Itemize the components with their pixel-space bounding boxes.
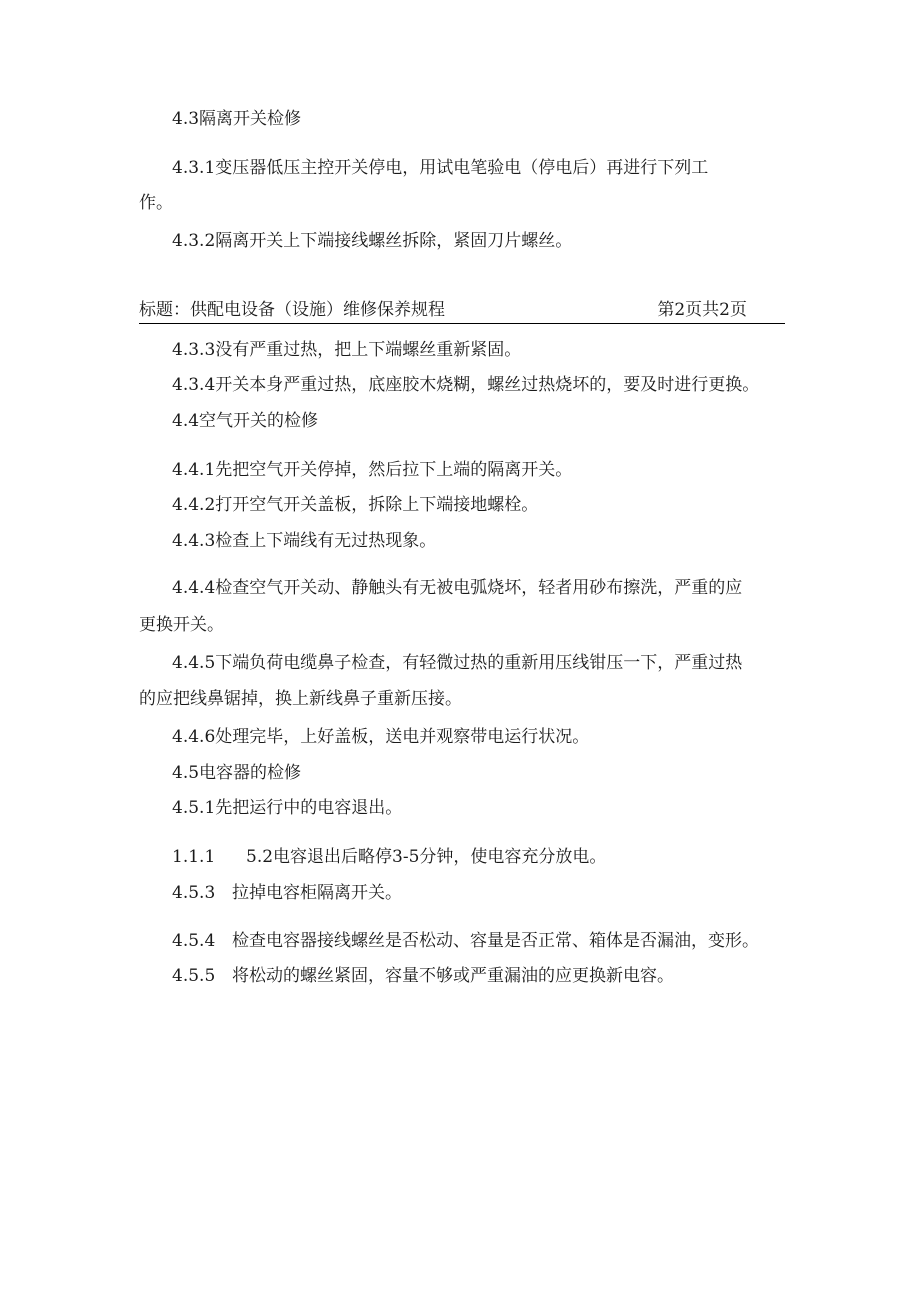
list-item-text: 5.2电容退出后略停3-5分钟，使电容充分放电。 bbox=[246, 847, 607, 867]
list-item-text: 将松动的螺丝紧固，容量不够或严重漏油的应更换新电容。 bbox=[232, 966, 674, 986]
page-header bbox=[139, 299, 785, 324]
list-item-1-1-1 bbox=[172, 846, 606, 868]
paragraph-4-4-2: 4.4.2打开空气开关盖板，拆除上下端接地螺栓。 bbox=[172, 495, 539, 515]
list-item-4-5-4 bbox=[172, 930, 759, 952]
paragraph-4-4-1: 4.4.1先把空气开关停掉，然后拉下上端的隔离开关。 bbox=[172, 460, 573, 480]
page-number: 第2页共2页 bbox=[657, 300, 747, 320]
list-item-number: 4.5.5 bbox=[172, 966, 216, 986]
paragraph-4-4-3: 4.4.3检查上下端线有无过热现象。 bbox=[172, 531, 437, 551]
paragraph-4-4-4-line2: 更换开关。 bbox=[139, 615, 224, 635]
list-item-number: 4.5.3 bbox=[172, 883, 216, 903]
paragraph-4-4-6: 4.4.6处理完毕，上好盖板，送电并观察带电运行状况。 bbox=[172, 727, 590, 747]
paragraph-4-4-5-line1: 4.4.5下端负荷电缆鼻子检查，有轻微过热的重新用压线钳压一下，严重过热 bbox=[172, 653, 743, 673]
list-item-number: 4.5.4 bbox=[172, 931, 216, 951]
list-item-4-5-3 bbox=[172, 882, 402, 904]
paragraph-4-3-1-line1: 4.3.1变压器低压主控开关停电，用试电笔验电（停电后）再进行下列工 bbox=[172, 158, 709, 178]
paragraph-4-5-1: 4.5.1先把运行中的电容退出。 bbox=[172, 798, 403, 818]
paragraph-4-3-4: 4.3.4开关本身严重过热，底座胶木烧糊，螺丝过热烧坏的，要及时进行更换。 bbox=[172, 375, 760, 395]
list-item-4-5-5 bbox=[172, 965, 674, 987]
list-item-number: 1.1.1 bbox=[172, 847, 216, 867]
paragraph-4-4-5-line2: 的应把线鼻锯掉，换上新线鼻子重新压接。 bbox=[139, 689, 462, 709]
section-heading-4-4: 4.4空气开关的检修 bbox=[172, 411, 319, 431]
section-heading-4-5: 4.5电容器的检修 bbox=[172, 763, 302, 783]
paragraph-4-3-2: 4.3.2隔离开关上下端接线螺丝拆除，紧固刀片螺丝。 bbox=[172, 231, 573, 251]
paragraph-4-4-4-line1: 4.4.4检查空气开关动、静触头有无被电弧烧坏，轻者用砂布擦洗，严重的应 bbox=[172, 578, 743, 598]
paragraph-4-3-3: 4.3.3没有严重过热，把上下端螺丝重新紧固。 bbox=[172, 340, 522, 360]
section-heading-4-3: 4.3隔离开关检修 bbox=[172, 109, 302, 129]
paragraph-4-3-1-line2: 作。 bbox=[139, 193, 173, 213]
document-title: 标题：供配电设备（设施）维修保养规程 bbox=[139, 300, 445, 320]
list-item-text: 检查电容器接线螺丝是否松动、容量是否正常、箱体是否漏油，变形。 bbox=[232, 931, 759, 951]
list-item-text: 拉掉电容柜隔离开关。 bbox=[232, 883, 402, 903]
